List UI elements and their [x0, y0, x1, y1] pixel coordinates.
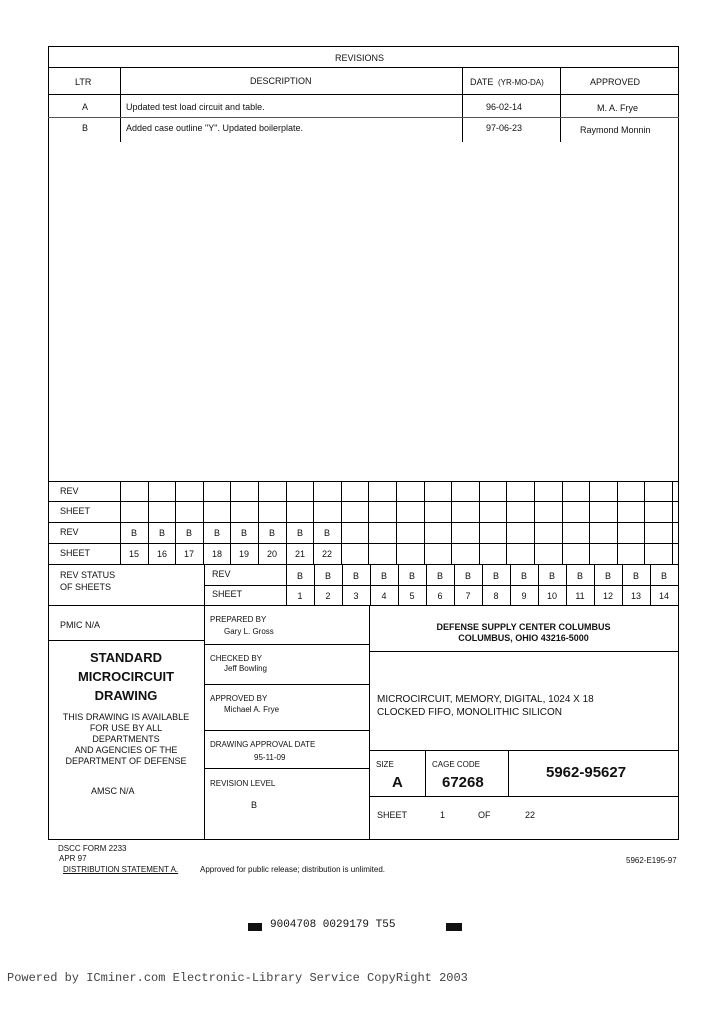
sheet-label-1: SHEET: [60, 506, 91, 516]
rev-label-1: REV: [60, 486, 79, 496]
powered-by-notice: Powered by ICminer.com Electronic-Library Service CopyRight 2003: [7, 971, 468, 985]
status-rev-cell: B: [604, 571, 611, 581]
of-label: OF: [478, 810, 491, 820]
distribution-label: DISTRIBUTION STATEMENT A.: [63, 865, 179, 874]
upper-rev-cell: B: [213, 528, 220, 538]
rev-grid-divider: [396, 481, 397, 564]
date-header: DATE: [470, 77, 494, 87]
upper-sheet-cell: 17: [183, 549, 194, 559]
status-rev-cell: B: [352, 571, 359, 581]
status-sheet-cell: 3: [353, 591, 359, 601]
upper-sheet-cell: 21: [294, 549, 305, 559]
sheet-label-2: SHEET: [60, 548, 91, 558]
drawing-title: STANDARD MICROCIRCUIT DRAWING: [77, 650, 175, 703]
status-rev-cell: B: [408, 571, 415, 581]
description-header: DESCRIPTION: [250, 76, 312, 86]
barcode-block-left: [248, 923, 262, 931]
rev-grid-divider: [589, 481, 590, 564]
rev-grid-divider: [424, 481, 425, 564]
form-number: 5962-E195-97: [626, 856, 677, 865]
status-rev-cell: B: [576, 571, 583, 581]
upper-rev-cell: B: [296, 528, 303, 538]
upper-rev-cell: B: [240, 528, 247, 538]
rev-status-label: REV STATUS OF SHEETS: [60, 570, 116, 592]
status-sheet-cell: 7: [465, 591, 471, 601]
rev-label-2: REV: [60, 527, 79, 537]
status-sheet-cell: 4: [381, 591, 387, 601]
rev-status-sheet-label: SHEET: [212, 589, 243, 599]
upper-sheet-cell: 18: [211, 549, 222, 559]
checked-by-value: Jeff Bowling: [224, 664, 267, 673]
status-sheet-cell: 13: [630, 591, 641, 601]
upper-rev-cell: B: [323, 528, 330, 538]
microcircuit-title: MICROCIRCUIT, MEMORY, DIGITAL, 1024 X 18 CLOCKED FIFO, MONOLITHIC SILICON: [377, 694, 594, 718]
rev-grid-divider: [506, 481, 507, 564]
upper-sheet-cell: 19: [238, 549, 249, 559]
approval-date-label: DRAWING APPROVAL DATE: [210, 740, 316, 749]
revisions-title: REVISIONS: [335, 53, 385, 63]
status-sheet-cell: 8: [493, 591, 499, 601]
upper-sheet-cell: 20: [266, 549, 277, 559]
checked-by-label: CHECKED BY: [210, 654, 263, 663]
upper-rev-cell: B: [268, 528, 275, 538]
upper-rev-cell: B: [185, 528, 192, 538]
approved-by-label: APPROVED BY: [210, 694, 268, 703]
status-rev-cell: B: [660, 571, 667, 581]
revision-level-value: B: [251, 800, 258, 810]
approval-date-value: 95-11-09: [254, 753, 286, 762]
status-sheet-cell: 1: [297, 591, 303, 601]
rev-grid-divider: [479, 481, 480, 564]
upper-sheet-cell: 15: [128, 549, 139, 559]
sheet-value: 1: [440, 810, 446, 820]
rev-grid-divider: [451, 481, 452, 564]
form-id: DSCC FORM 2233 APR 97: [58, 844, 127, 863]
upper-sheet-cell: 16: [156, 549, 167, 559]
size-value: A: [392, 774, 403, 791]
rev-grid-divider: [644, 481, 645, 564]
status-sheet-cell: 11: [575, 591, 585, 601]
pmic-label: PMIC N/A: [60, 620, 101, 630]
status-rev-cell: B: [324, 571, 331, 581]
status-rev-cell: B: [464, 571, 471, 581]
drawing-number: 5962-95627: [546, 764, 627, 781]
status-sheet-cell: 2: [325, 591, 331, 601]
status-rev-cell: B: [380, 571, 387, 581]
upper-rev-cell: B: [158, 528, 165, 538]
of-total-value: 22: [525, 810, 536, 820]
rev-grid-divider: [368, 481, 369, 564]
prepared-by-label: PREPARED BY: [210, 615, 267, 624]
status-rev-cell: B: [436, 571, 443, 581]
rev-grid-divider: [534, 481, 535, 564]
size-label: SIZE: [376, 760, 394, 769]
availability-statement: THIS DRAWING IS AVAILABLE FOR USE BY ALL DEPARTMENTS AND AGENCIES OF THE DEPARTMENT OF DEFENSE: [62, 712, 190, 766]
status-sheet-cell: 12: [602, 591, 613, 601]
status-sheet-cell: 14: [658, 591, 669, 601]
rev-grid-divider: [672, 481, 673, 564]
date-format-header: (YR-MO-DA): [498, 78, 544, 87]
status-rev-cell: B: [296, 571, 303, 581]
status-rev-cell: B: [492, 571, 499, 581]
distribution-text: Approved for public release; distribution is unlimited.: [200, 865, 385, 874]
rev-grid-divider: [617, 481, 618, 564]
ltr-header: LTR: [75, 77, 92, 87]
barcode-text: 9004708 0029179 T55: [270, 919, 396, 931]
status-sheet-cell: 9: [521, 591, 527, 601]
status-sheet-cell: 6: [437, 591, 443, 601]
cage-code-label: CAGE CODE: [432, 760, 481, 769]
rev-status-rev-label: REV: [212, 569, 231, 579]
status-sheet-cell: 5: [409, 591, 415, 601]
upper-rev-cell: B: [130, 528, 137, 538]
upper-sheet-cell: 22: [321, 549, 332, 559]
status-rev-cell: B: [520, 571, 527, 581]
status-rev-cell: B: [548, 571, 555, 581]
prepared-by-value: Gary L. Gross: [224, 627, 274, 636]
cage-code-value: 67268: [442, 774, 484, 791]
status-sheet-cell: 10: [546, 591, 557, 601]
agency-address: DEFENSE SUPPLY CENTER COLUMBUS COLUMBUS, OHIO 43216-5000: [436, 622, 611, 643]
rev-grid-divider: [341, 481, 342, 564]
approved-by-value: Michael A. Frye: [224, 705, 280, 714]
barcode-block-right: [446, 923, 462, 931]
approved-header: APPROVED: [590, 77, 641, 87]
status-rev-cell: B: [632, 571, 639, 581]
sheet-label: SHEET: [377, 810, 408, 820]
rev-grid-divider: [562, 481, 563, 564]
revision-level-label: REVISION LEVEL: [210, 779, 276, 788]
amsc-label: AMSC N/A: [91, 786, 135, 796]
